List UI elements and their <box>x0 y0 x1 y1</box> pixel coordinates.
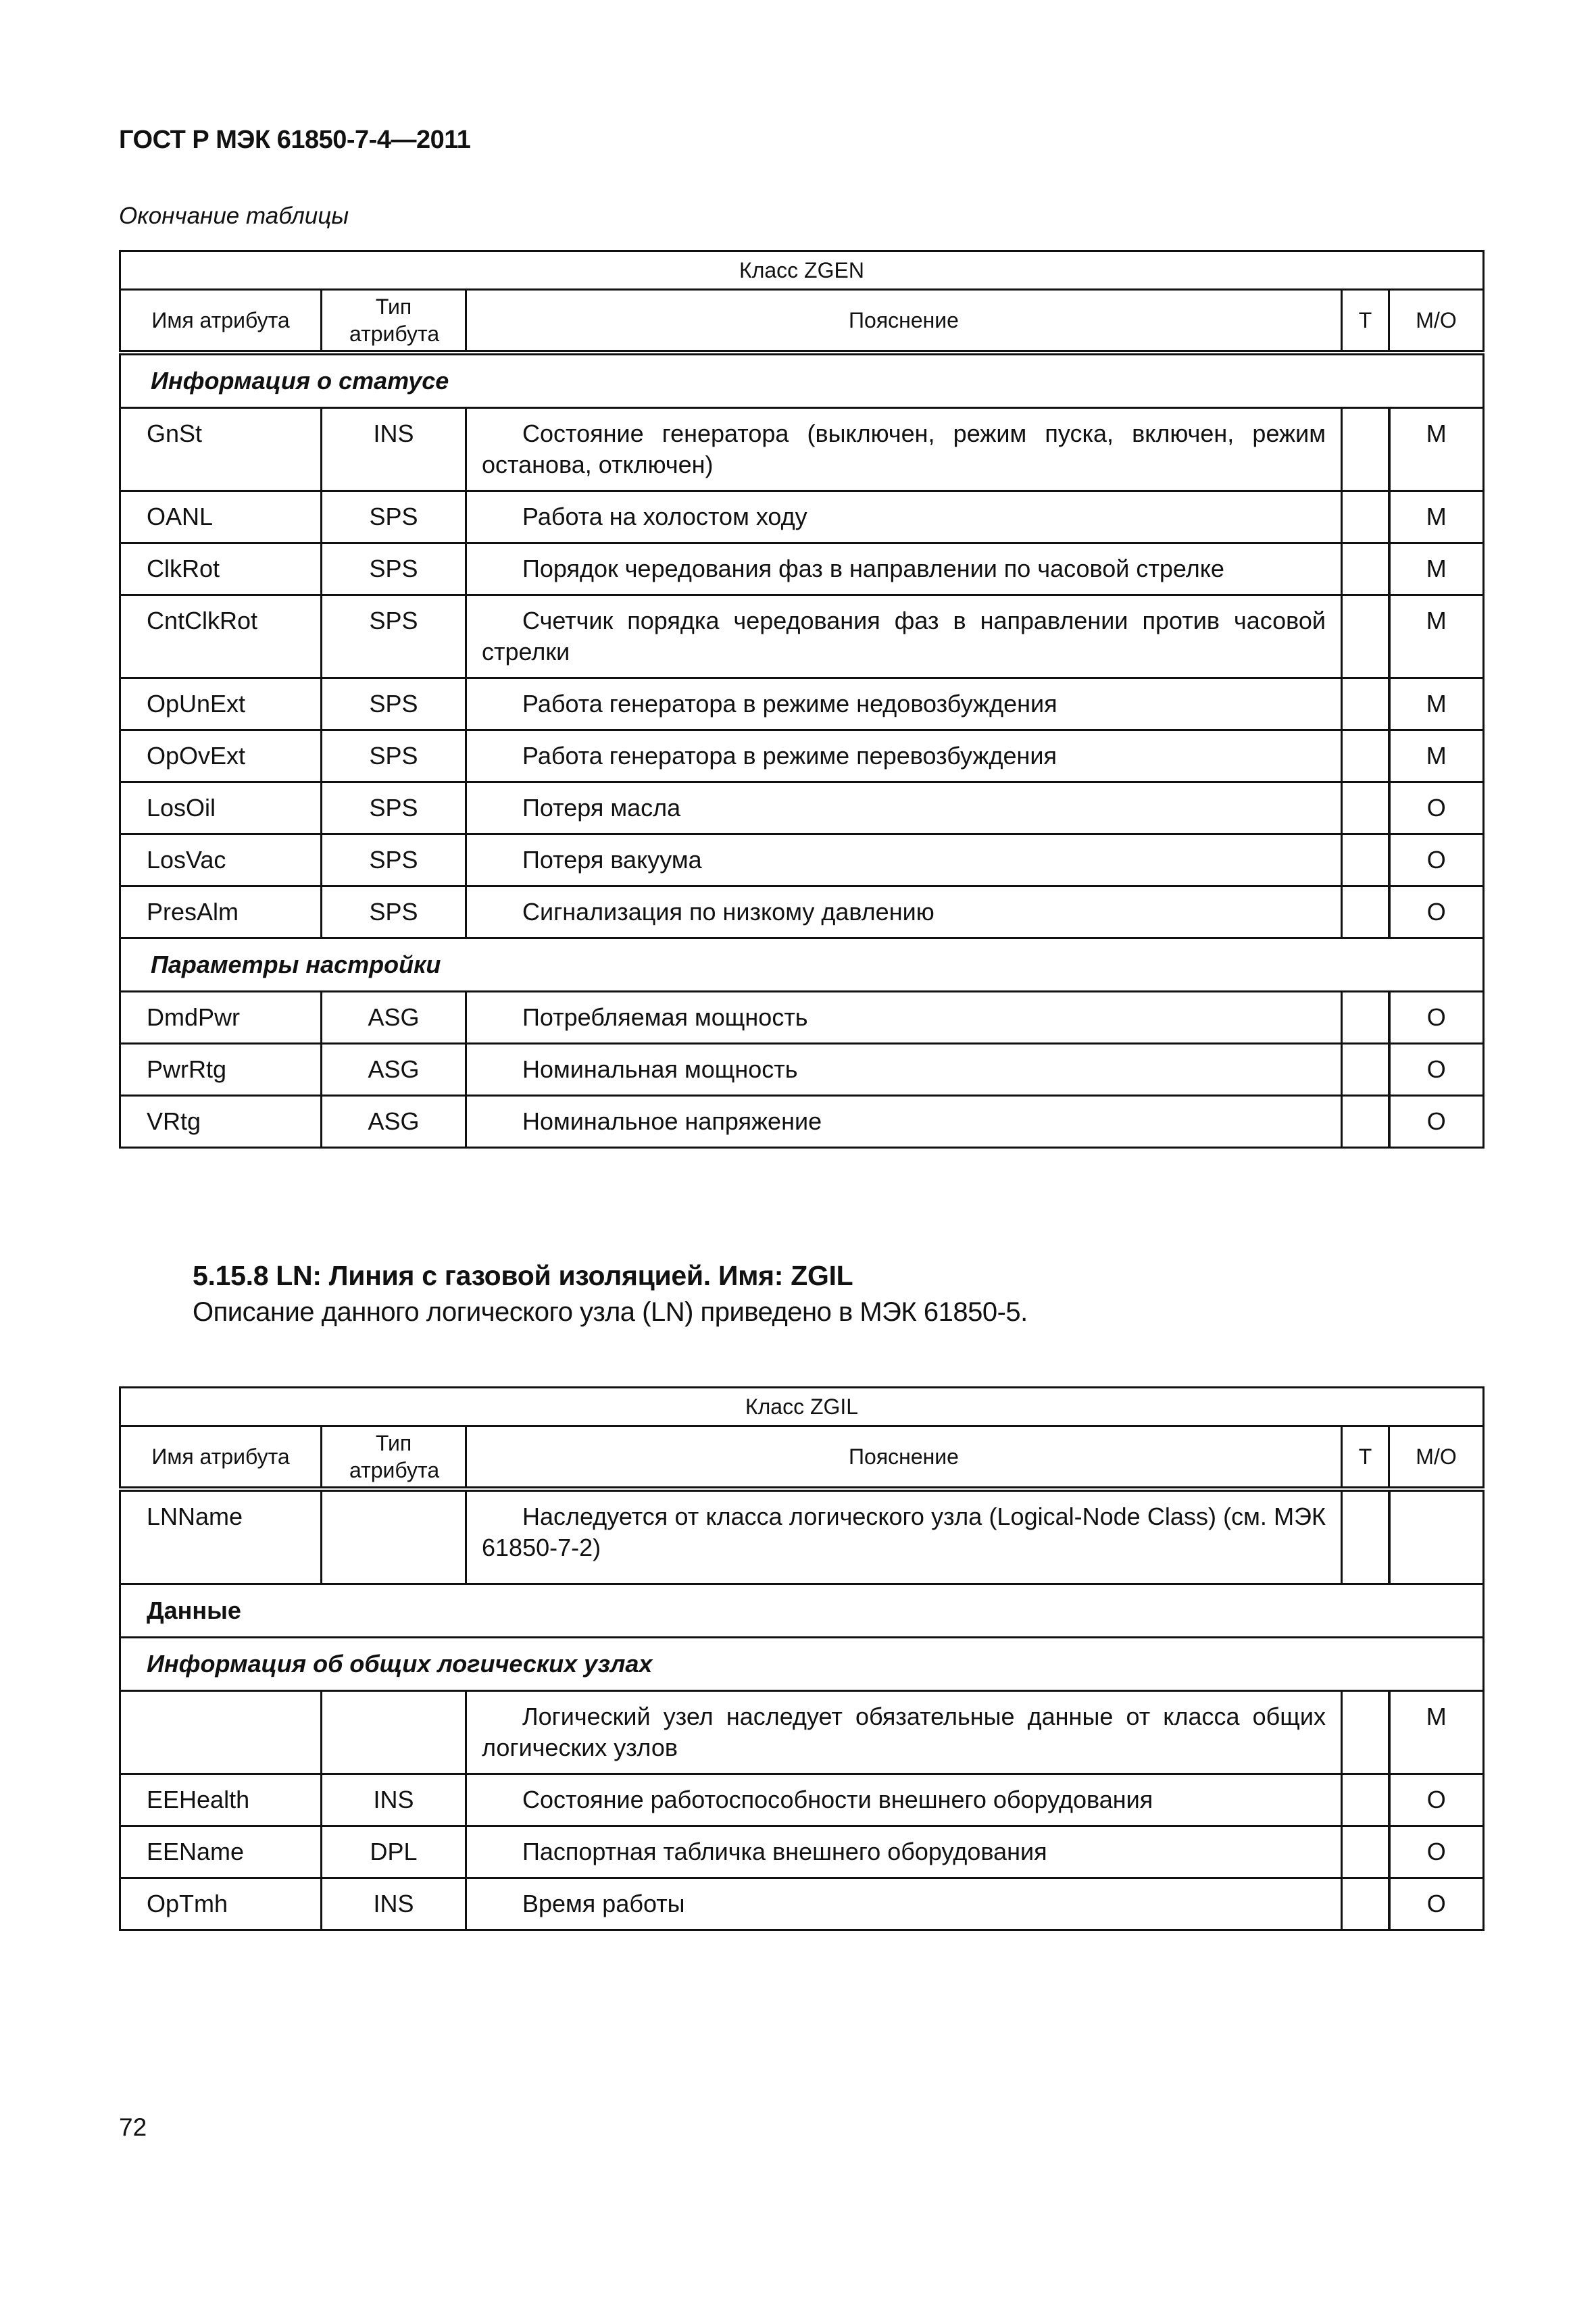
group-label: Параметры настройки <box>120 938 1484 992</box>
cell-t <box>1342 1044 1389 1096</box>
cell-t <box>1342 1774 1389 1826</box>
cell-explanation <box>466 1489 1342 1584</box>
cell-t <box>1342 1096 1389 1148</box>
class-row <box>120 1388 1484 1426</box>
cell-t <box>1342 543 1389 595</box>
cell-explanation-text: Номинальная мощность <box>522 1055 798 1083</box>
cell-name: OpUnExt <box>120 678 322 730</box>
table-row <box>120 1096 1484 1148</box>
cell-type: ASG <box>322 1096 466 1148</box>
column-header-row <box>120 290 1484 353</box>
col-header-type <box>322 1426 466 1490</box>
table-row <box>120 678 1484 730</box>
group-row-settings <box>120 938 1484 992</box>
cell-explanation-text: Порядок чередования фаз в направлении по часовой стрелке <box>522 555 1224 582</box>
cell-type: SPS <box>322 886 466 938</box>
table-row <box>120 1878 1484 1930</box>
group-label: Данные <box>120 1584 1484 1637</box>
col-header-explanation: Пояснение <box>466 290 1342 353</box>
cell-type: INS <box>322 408 466 491</box>
cell-t <box>1342 1878 1389 1930</box>
cell-name: LosVac <box>120 834 322 886</box>
cell-type: ASG <box>322 1044 466 1096</box>
cell-name: EEHealth <box>120 1774 322 1826</box>
cell-explanation <box>466 491 1342 543</box>
cell-explanation <box>466 1096 1342 1148</box>
cell-type: SPS <box>322 730 466 782</box>
cell-mo: M <box>1389 595 1484 678</box>
col-header-t: T <box>1342 1426 1389 1490</box>
cell-name <box>120 1690 322 1774</box>
cell-explanation <box>466 834 1342 886</box>
cell-name: EEName <box>120 1826 322 1878</box>
cell-type: SPS <box>322 543 466 595</box>
cell-name: LNName <box>120 1489 322 1584</box>
cell-type: SPS <box>322 491 466 543</box>
settings-rows <box>120 992 1484 1148</box>
cell-explanation <box>466 678 1342 730</box>
cell-mo: O <box>1389 992 1484 1044</box>
table-row <box>120 730 1484 782</box>
zgil-class-table <box>119 1386 1485 1931</box>
cell-explanation <box>466 730 1342 782</box>
cell-explanation-text: Паспортная табличка внешнего оборудования <box>522 1837 1047 1865</box>
table-row <box>120 1826 1484 1878</box>
section-description: Описание данного логического узла (LN) приведено в МЭК 61850-5. <box>193 1297 1028 1327</box>
cell-mo: M <box>1389 678 1484 730</box>
cell-explanation-text: Потребляемая мощность <box>522 1003 808 1031</box>
cell-t <box>1342 992 1389 1044</box>
table-row <box>120 992 1484 1044</box>
cell-t <box>1342 834 1389 886</box>
cell-type: SPS <box>322 595 466 678</box>
cell-mo: M <box>1389 408 1484 491</box>
cell-explanation <box>466 1774 1342 1826</box>
table-row <box>120 1044 1484 1096</box>
table-row <box>120 491 1484 543</box>
cell-name: OANL <box>120 491 322 543</box>
cell-mo: O <box>1389 1878 1484 1930</box>
common-rows <box>120 1690 1484 1930</box>
cell-explanation-text: Потеря вакуума <box>522 846 702 874</box>
cell-name: CntClkRot <box>120 595 322 678</box>
cell-explanation-text: Состояние генератора (выключен, режим пуска, включен, режим останова, отключен) <box>482 420 1326 478</box>
table-row <box>120 886 1484 938</box>
cell-mo: O <box>1389 1774 1484 1826</box>
table-row <box>120 595 1484 678</box>
cell-t <box>1342 491 1389 543</box>
cell-name: ClkRot <box>120 543 322 595</box>
group-row-status <box>120 353 1484 408</box>
table-row <box>120 1774 1484 1826</box>
cell-explanation-text: Работа генератора в режиме перевозбуждения <box>522 742 1057 770</box>
col-header-name: Имя атрибута <box>120 290 322 353</box>
cell-mo: M <box>1389 1690 1484 1774</box>
group-label: Информация об общих логических узлах <box>120 1637 1484 1690</box>
section-heading: 5.15.8 LN: Линия с газовой изоляцией. Имя: ZGIL <box>193 1260 853 1291</box>
cell-t <box>1342 1489 1389 1584</box>
cell-explanation-text: Логический узел наследует обязательные данные от класса общих логических узлов <box>482 1702 1326 1761</box>
cell-name: DmdPwr <box>120 992 322 1044</box>
status-rows <box>120 408 1484 938</box>
cell-name: PresAlm <box>120 886 322 938</box>
cell-name: OpTmh <box>120 1878 322 1930</box>
page-number: 72 <box>119 2113 147 2141</box>
cell-type <box>322 1690 466 1774</box>
col-header-name: Имя атрибута <box>120 1426 322 1490</box>
class-row <box>120 251 1484 290</box>
cell-mo: M <box>1389 730 1484 782</box>
cell-name: PwrRtg <box>120 1044 322 1096</box>
group-row-common <box>120 1637 1484 1690</box>
cell-mo: M <box>1389 491 1484 543</box>
cell-type <box>322 1489 466 1584</box>
table-row <box>120 543 1484 595</box>
continuation-caption: Окончание таблицы <box>119 203 349 229</box>
cell-explanation-text: Время работы <box>522 1889 685 1917</box>
cell-explanation-text: Номинальное напряжение <box>522 1107 822 1135</box>
cell-explanation <box>466 408 1342 491</box>
cell-explanation <box>466 595 1342 678</box>
cell-mo: O <box>1389 886 1484 938</box>
cell-type: SPS <box>322 782 466 834</box>
cell-explanation <box>466 1878 1342 1930</box>
cell-name: GnSt <box>120 408 322 491</box>
zgen-class-table <box>119 250 1485 1149</box>
class-label: Класс ZGIL <box>120 1388 1484 1426</box>
col-header-type-text: Тип атрибута <box>349 295 440 346</box>
cell-explanation <box>466 1826 1342 1878</box>
cell-mo: O <box>1389 834 1484 886</box>
cell-explanation <box>466 1044 1342 1096</box>
cell-explanation-text: Состояние работоспособности внешнего оборудования <box>522 1785 1153 1813</box>
cell-type: INS <box>322 1878 466 1930</box>
table-row <box>120 408 1484 491</box>
col-header-mo: M/O <box>1389 1426 1484 1490</box>
cell-explanation-text: Наследуется от класса логического узла (Logical-Node Class) (см. МЭК 61850-7-2) <box>482 1503 1326 1561</box>
cell-explanation-text: Работа на холостом ходу <box>522 503 807 530</box>
cell-t <box>1342 730 1389 782</box>
table-row <box>120 1690 1484 1774</box>
cell-t <box>1342 782 1389 834</box>
cell-explanation <box>466 1690 1342 1774</box>
cell-type: SPS <box>322 678 466 730</box>
cell-mo <box>1389 1489 1484 1584</box>
cell-explanation-text: Потеря масла <box>522 794 681 822</box>
table-row <box>120 834 1484 886</box>
cell-explanation <box>466 886 1342 938</box>
cell-type: INS <box>322 1774 466 1826</box>
document-header: ГОСТ Р МЭК 61850-7-4—2011 <box>119 126 471 154</box>
cell-mo: O <box>1389 1044 1484 1096</box>
col-header-explanation: Пояснение <box>466 1426 1342 1490</box>
cell-explanation <box>466 543 1342 595</box>
cell-mo: O <box>1389 782 1484 834</box>
cell-explanation <box>466 782 1342 834</box>
cell-type: SPS <box>322 834 466 886</box>
col-header-type-text: Тип атрибута <box>349 1431 440 1482</box>
class-label: Класс ZGEN <box>120 251 1484 290</box>
table-row-lnname <box>120 1489 1484 1584</box>
cell-t <box>1342 408 1389 491</box>
cell-name: VRtg <box>120 1096 322 1148</box>
cell-mo: O <box>1389 1826 1484 1878</box>
cell-explanation-text: Счетчик порядка чередования фаз в направлении против часовой стрелки <box>482 607 1326 665</box>
cell-explanation <box>466 992 1342 1044</box>
cell-explanation-text: Работа генератора в режиме недовозбуждения <box>522 690 1057 718</box>
cell-name: LosOil <box>120 782 322 834</box>
cell-name: OpOvExt <box>120 730 322 782</box>
table-row <box>120 782 1484 834</box>
cell-t <box>1342 886 1389 938</box>
cell-t <box>1342 678 1389 730</box>
cell-mo: M <box>1389 543 1484 595</box>
cell-type: ASG <box>322 992 466 1044</box>
cell-t <box>1342 1826 1389 1878</box>
cell-mo: O <box>1389 1096 1484 1148</box>
col-header-type <box>322 290 466 353</box>
col-header-t: T <box>1342 290 1389 353</box>
cell-type: DPL <box>322 1826 466 1878</box>
column-header-row <box>120 1426 1484 1490</box>
group-row-data <box>120 1584 1484 1637</box>
cell-t <box>1342 1690 1389 1774</box>
cell-explanation-text: Сигнализация по низкому давлению <box>522 898 934 926</box>
cell-t <box>1342 595 1389 678</box>
col-header-mo: M/O <box>1389 290 1484 353</box>
group-label: Информация о статусе <box>120 353 1484 408</box>
